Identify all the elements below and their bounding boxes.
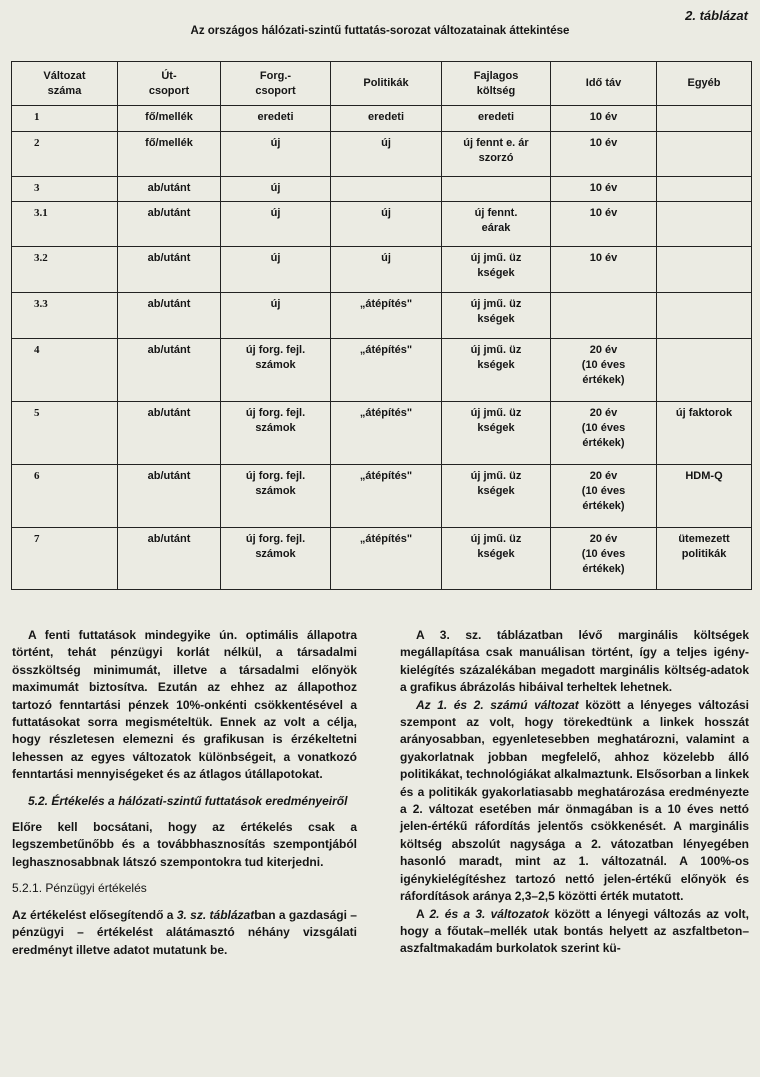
table-cell: 10 év	[551, 177, 657, 202]
paragraph	[400, 906, 749, 958]
table-cell: új forg. fejl. számok	[221, 465, 331, 528]
table-cell: 20 év (10 éves értékek)	[551, 339, 657, 402]
table-row	[12, 202, 752, 247]
table-cell: 20 év (10 éves értékek)	[551, 402, 657, 465]
table-cell: ab/utánt	[118, 177, 221, 202]
variant-number-cell: 2	[12, 132, 118, 177]
table-cell: „átépítés"	[331, 528, 442, 590]
table-cell: 10 év	[551, 132, 657, 177]
variant-reference: Az 1. és 2. számú változat	[416, 697, 579, 712]
variant-number-cell: 3	[12, 177, 118, 202]
table-cell	[657, 132, 752, 177]
paragraph: A 3. sz. táblázatban lévő marginális költségek megállapítása csak manuálisan történt, így a teljes igény-kielégítés százalékában megadott marginális költség-adatok a grafikus ábrázolás hibáival terheltek lehetnek.	[400, 628, 749, 695]
table-cell: új jmű. üz kségek	[442, 402, 551, 465]
variants-table	[11, 61, 752, 590]
column-header: Egyéb	[657, 62, 752, 106]
table-cell	[551, 293, 657, 339]
table-cell	[657, 202, 752, 247]
column-header: Politikák	[331, 62, 442, 106]
variant-number-cell: 7	[12, 528, 118, 590]
table-cell: új	[331, 247, 442, 293]
table-row	[12, 465, 752, 528]
table-cell: új	[221, 177, 331, 202]
table-cell: új fennt e. ár szorzó	[442, 132, 551, 177]
column-header: Fajlagos költség	[442, 62, 551, 106]
table-row	[12, 132, 752, 177]
table-cell	[657, 247, 752, 293]
table-cell: új	[221, 132, 331, 177]
table-cell: új jmű. üz kségek	[442, 293, 551, 339]
right-text-column	[400, 627, 749, 958]
table-cell	[657, 293, 752, 339]
variant-reference: 2. és a 3. változatok	[429, 906, 550, 921]
table-header-row	[12, 62, 752, 106]
table-cell	[442, 177, 551, 202]
table-cell: 10 év	[551, 106, 657, 132]
table-cell: 20 év (10 éves értékek)	[551, 528, 657, 590]
column-header: Út- csoport	[118, 62, 221, 106]
text-run: között a lényegi változás az volt, hogy a főutak–mellék utak bontás helyett az aszfaltbeton–aszfaltmakadám burkolatok szerint kü-	[400, 906, 749, 956]
table-cell: eredeti	[442, 106, 551, 132]
table-cell: 20 év (10 éves értékek)	[551, 465, 657, 528]
table-cell: új	[331, 132, 442, 177]
variant-number-cell: 5	[12, 402, 118, 465]
table-body	[12, 106, 752, 590]
table-cell: új forg. fejl. számok	[221, 528, 331, 590]
table-cell: „átépítés"	[331, 465, 442, 528]
variant-number-cell: 3.3	[12, 293, 118, 339]
table-cell: 10 év	[551, 247, 657, 293]
text-run: Az értékelést elősegítendő a	[12, 907, 177, 922]
variant-number-cell: 1	[12, 106, 118, 132]
paragraph: A fenti futtatások mindegyike ún. optimális állapotra történt, tehát pénzügyi korlát nélkül, a társadalmi összköltség minimumát, illetve a társadalmi előnyök maximumát biztosítva. Ezután az ehhez az állapothoz tartozó fenntartási pénzek 10%-onkénti csökkentésével a futtatásokat sorra megismételtük. Ennek az volt a célja, hogy részletesen elemezni és grafikusan is érzékeltetni lehessen az egyes változatok különbségeit, a vonatkozó fenntartási mennyiségeket és az átlagos útállapotokat.	[12, 628, 357, 782]
table-cell	[657, 177, 752, 202]
table-cell: új jmű. üz kségek	[442, 339, 551, 402]
table-cell: ab/utánt	[118, 465, 221, 528]
table-cell: új jmű. üz kségek	[442, 528, 551, 590]
table-cell: 10 év	[551, 202, 657, 247]
table-reference: 3. sz. táblázat	[176, 907, 255, 922]
table-cell: „átépítés"	[331, 293, 442, 339]
table-cell	[331, 177, 442, 202]
table-row	[12, 247, 752, 293]
table-cell: eredeti	[331, 106, 442, 132]
table-cell: ab/utánt	[118, 247, 221, 293]
section-heading-5-2: 5.2. Értékelés a hálózati-szintű futtatások eredményeiről	[28, 793, 348, 808]
table-cell: ab/utánt	[118, 293, 221, 339]
table-cell: új jmű. üz kségek	[442, 247, 551, 293]
table-row	[12, 106, 752, 132]
table-cell: új	[221, 293, 331, 339]
table-cell: ab/utánt	[118, 202, 221, 247]
table-cell: „átépítés"	[331, 339, 442, 402]
table-cell: új faktorok	[657, 402, 752, 465]
table-cell	[657, 339, 752, 402]
table-cell: HDM-Q	[657, 465, 752, 528]
variant-number-cell: 4	[12, 339, 118, 402]
table-cell: ütemezett politikák	[657, 528, 752, 590]
table-cell: új	[331, 202, 442, 247]
table-title: Az országos hálózati-szintű futtatás-sorozat változatainak áttekintése	[190, 25, 570, 37]
table-cell: ab/utánt	[118, 339, 221, 402]
column-header: Idő táv	[551, 62, 657, 106]
table-cell: új	[221, 247, 331, 293]
text-run: A	[416, 906, 430, 921]
table-row	[12, 528, 752, 590]
variant-number-cell: 3.2	[12, 247, 118, 293]
table-cell: ab/utánt	[118, 402, 221, 465]
left-text-column	[12, 627, 357, 959]
table-cell: eredeti	[221, 106, 331, 132]
table-cell: új jmű. üz kségek	[442, 465, 551, 528]
paragraph	[400, 697, 749, 906]
table-cell: új forg. fejl. számok	[221, 339, 331, 402]
table-cell: új fennt. eárak	[442, 202, 551, 247]
table-row	[12, 177, 752, 202]
table-number: 2. táblázat	[685, 8, 748, 23]
table-cell: új	[221, 202, 331, 247]
table-cell: ab/utánt	[118, 528, 221, 590]
section-heading-5-2-1: 5.2.1. Pénzügyi értékelés	[12, 881, 147, 896]
table-cell: „átépítés"	[331, 402, 442, 465]
text-run: ban a gazdasági – pénzügyi – értékelést alátámasztó néhány vizsgálati eredményt illetve adatot mutatunk be.	[12, 907, 357, 957]
table-row	[12, 293, 752, 339]
paragraph: Előre kell bocsátani, hogy az értékelés csak a legszembetűnőbb és a továbbhasznosítás szempontjából leghasznosabbnak látszó szempontokra tud kiterjedni.	[12, 820, 357, 869]
table-cell: fő/mellék	[118, 106, 221, 132]
column-header: Változat száma	[12, 62, 118, 106]
variant-number-cell: 3.1	[12, 202, 118, 247]
table-row	[12, 402, 752, 465]
table-cell: új forg. fejl. számok	[221, 402, 331, 465]
table-cell: fő/mellék	[118, 132, 221, 177]
text-run: között a lényeges változási szempont az volt, hogy törekedtünk a linkek hosszát arányosabban, egyenletesebben meghatározni, valamint a gyakorlatnak jobban megfelelő, ahhoz közelebb álló politikákat, technológiákat alkalmaztunk. Elsősorban a linkek és a politikák gyakorlatiasabb meghatározása eredményezte a 2. változat esetében már önmagában is a 10 éves nettó jelen-értékű ráfordítás jelentős csökkenését. A marginális költség abszolút nagysága a 2. vátozatban lényegében hasonló maradt, mint az 1. változatnál. A 100%-os igénykielégítéshez tartozó nettó jelen-értékű előnyök és ráfordítások aránya 2,3–2,5 közötti érték mutatott.	[400, 697, 750, 904]
column-header: Forg.- csoport	[221, 62, 331, 106]
table-row	[12, 339, 752, 402]
table-cell	[657, 106, 752, 132]
paragraph	[12, 907, 357, 959]
variant-number-cell: 6	[12, 465, 118, 528]
